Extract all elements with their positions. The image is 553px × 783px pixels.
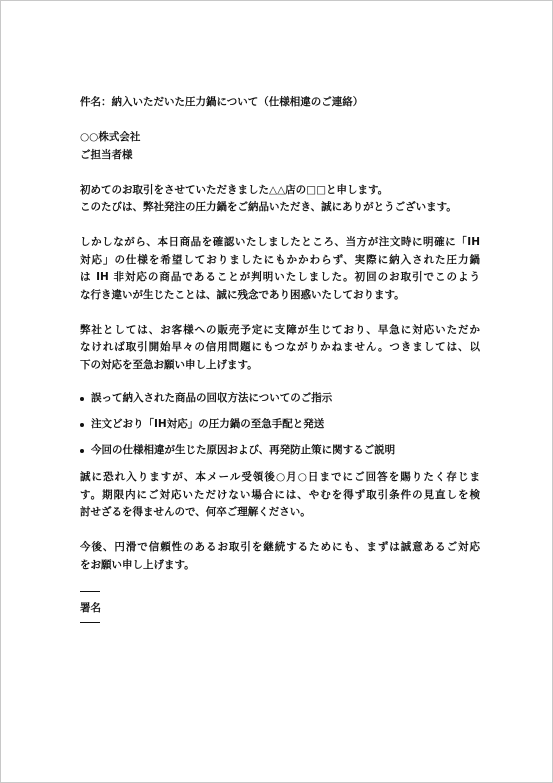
subject-line: 件名：納入いただいた圧力鍋について（仕様相違のご連絡） (80, 96, 364, 108)
deadline-line: 誠に恐れ入りますが、本メール受領後○月○日までにご回答を賜りたく存じま (80, 471, 480, 483)
email-body (80, 94, 480, 631)
closing-line: 今後、円滑で信頼性のあるお取引を継続するためにも、まずは誠意あるご対応 (80, 541, 480, 553)
list-item-text: 誤って納入された商品の回収方法についてのご指示 (91, 392, 333, 404)
signature-rule-bottom (80, 622, 100, 623)
issue-line: しかしながら、本日商品を確認いたしましたところ、当方が注文時に明確に「IH (80, 236, 480, 248)
impact-line: なければ取引開始早々の信用問題にもつながりかねません。つきましては、以 (80, 341, 480, 353)
bullet-icon (80, 449, 84, 453)
bullet-icon (80, 397, 84, 401)
list-item (80, 390, 480, 408)
list-item (80, 416, 480, 434)
recipient-person: ご担当者様 (80, 148, 133, 161)
intro-paragraph (80, 182, 480, 217)
signature: 署名 (80, 602, 101, 614)
issue-paragraph (80, 234, 480, 304)
list-item (80, 442, 480, 460)
intro-line: このたびは、弊社発注の圧力鍋をご納品いただき、誠にありがとうございます。 (80, 201, 457, 213)
deadline-line: 討せざるを得ませんので、何卒ご理解ください。 (80, 506, 311, 518)
impact-paragraph (80, 322, 480, 375)
closing-paragraph (80, 539, 480, 574)
list-item-text: 今回の仕様相違が生じた原因および、再発防止策に関するご説明 (91, 444, 396, 456)
bullet-icon (80, 423, 84, 427)
recipient-company: ○○株式会社 (80, 131, 141, 143)
impact-line: 下の対応を至急お願い申し上げます。 (80, 358, 258, 371)
list-item-text: 注文どおり「IH対応」の圧力鍋の至急手配と発送 (91, 418, 325, 430)
issue-line: 対応」の仕様を希望しておりましたにもかかわらず、実際に納入された圧力鍋 (80, 253, 480, 266)
impact-line: 弊社としては、お客様への販売予定に支障が生じており、早急に対応いただか (80, 323, 480, 336)
request-list (80, 390, 480, 460)
signature-rule-top (80, 591, 100, 592)
issue-line: な行き違いが生じたことは、誠に残念であり困惑いたしております。 (80, 288, 405, 301)
deadline-line: す。期限内にご対応いただけない場合には、やむを得ず取引条件の見直しを検 (80, 488, 480, 501)
intro-line: 初めてのお取引をさせていただきました△△店の□□と申します。 (80, 183, 389, 196)
closing-line: をお願い申し上げます。 (80, 558, 195, 571)
issue-line: は IH 非対応の商品であることが判明いたしました。初回のお取引でこのよう (80, 271, 480, 283)
deadline-paragraph (80, 469, 480, 522)
